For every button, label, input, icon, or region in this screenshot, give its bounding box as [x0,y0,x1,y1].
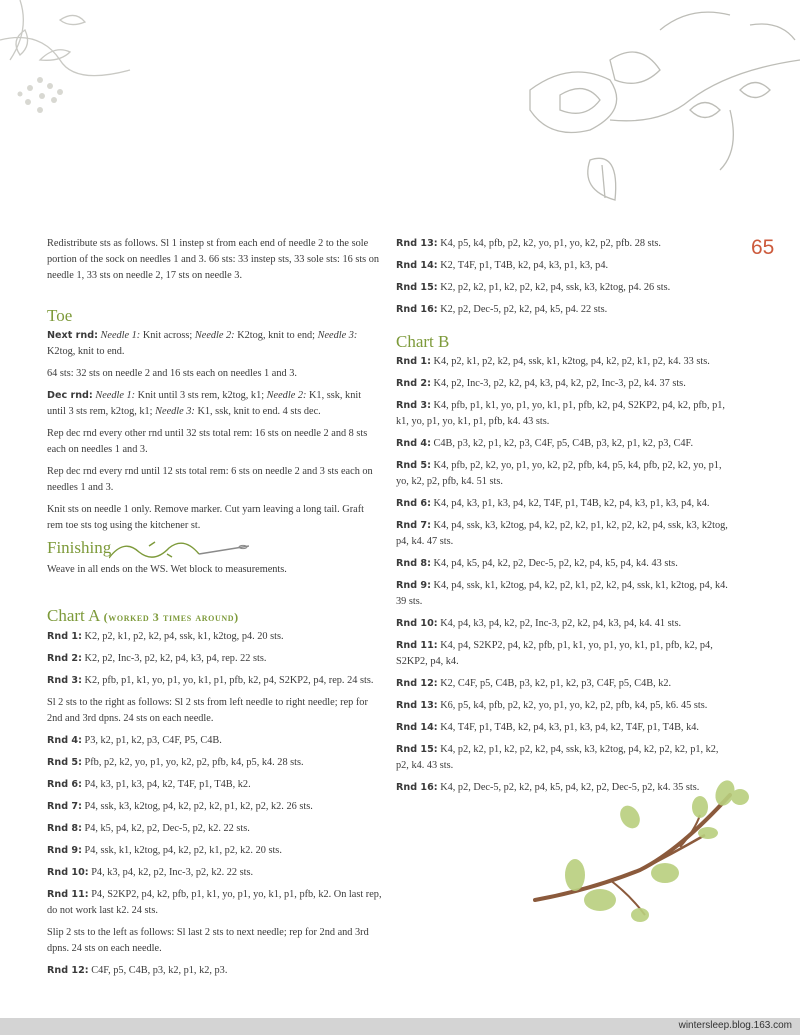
pattern-row: Rnd 10: K4, p4, k3, p4, k2, p2, Inc-3, p2, k2, p4, k3, p4, k4. 41 sts. [396,618,682,629]
pattern-row: Rnd 4: C4B, p3, k2, p1, k2, p3, C4F, p5, C4B, p3, k2, p1, k2, p3, C4F. [396,438,694,449]
footer-watermark: wintersleep.blog.163.com [678,1020,792,1031]
pattern-row: Rnd 10: P4, k3, p4, k2, p2, Inc-3, p2, k2. 22 sts. [47,867,254,878]
toe-dec-rnd: Dec rnd: Needle 1: Knit until 3 sts rem, k2tog, k1; Needle 2: K1, ssk, knit until 3 sts rem, k2tog, k1; Needle 3: K1, ssk, knit to end. 4 sts dec. [47,390,362,417]
toe-knit: Knit sts on needle 1 only. Remove marker. Cut yarn leaving a long tail. Graft rem toe sts tog using the kitchener st. [47,504,365,531]
chart-a-heading: Chart A (worked 3 times around) [47,606,239,625]
chart-a-rows-continued [396,236,732,318]
pattern-row: Rnd 3: K4, pfb, p1, k1, yo, p1, yo, k1, p1, pfb, k2, p4, S2KP2, p4, k2, pfb, p1, k1, yo, p1, yo, k1, p1, pfb, k4. 43 sts. [396,400,725,427]
pattern-row: Slip 2 sts to the left as follows: Sl last 2 sts to next needle; rep for 2nd and 3rd dpns. 24 sts on each needle. [47,927,369,954]
pattern-row: Rnd 2: K4, p2, Inc-3, p2, k2, p4, k3, p4, k2, p2, Inc-3, p2, k4. 37 sts. [396,378,686,389]
toe-64-sts: 64 sts: 32 sts on needle 2 and 16 sts each on needles 1 and 3. [47,368,297,379]
pattern-row: Rnd 9: P4, ssk, k1, k2tog, p4, k2, p2, k1, p2, k2. 20 sts. [47,845,282,856]
finishing-text: Weave in all ends on the WS. Wet block to measurements. [47,564,287,575]
needle-yarn-illustration [109,536,249,564]
pattern-row: Rnd 16: K2, p2, Dec-5, p2, k2, p4, k5, p4. 22 sts. [396,304,608,315]
pattern-row: Rnd 13: K6, p5, k4, pfb, p2, k2, yo, p1, yo, k2, p2, pfb, k4, p5, k6. 45 sts. [396,700,708,711]
chart-b-rows [396,354,732,796]
pattern-row: Rnd 8: K4, p4, k5, p4, k2, p2, Dec-5, p2, k2, p4, k5, p4, k4. 43 sts. [396,558,678,569]
pattern-row: Rnd 6: K4, p4, k3, p1, k3, p4, k2, T4F, p1, T4B, k2, p4, k3, p1, k3, p4, k4. [396,498,710,509]
pattern-row: Rnd 3: K2, pfb, p1, k1, yo, p1, yo, k1, p1, pfb, k2, p4, S2KP2, p4, rep. 24 sts. [47,675,374,686]
pattern-row: Rnd 15: K4, p2, k2, p1, k2, p2, k2, p4, ssk, k3, k2tog, p4, k2, p2, k2, p1, k2, p2, k4. 43 sts. [396,744,719,771]
chart-a-rows [47,629,382,979]
pattern-row: Rnd 14: K4, T4F, p1, T4B, k2, p4, k3, p1, k3, p4, k2, T4F, p1, T4B, k4. [396,722,699,733]
page-number: 65 [751,236,775,259]
toe-rep-2: Rep dec rnd every rnd until 12 sts total rem: 6 sts on needle 2 and 3 sts each on needles 1 and 3. [47,466,373,493]
footer-bar [0,1018,800,1035]
pattern-row: Rnd 5: Pfb, p2, k2, yo, p1, yo, k2, p2, pfb, k4, p5, k4. 28 sts. [47,757,304,768]
pattern-row: Rnd 5: K4, pfb, p2, k2, yo, p1, yo, k2, p2, pfb, k4, p5, k4, pfb, p2, k2, yo, p1, yo, k2, p2, pfb, k4. 51 sts. [396,460,722,487]
pattern-row: Rnd 9: K4, p4, ssk, k1, k2tog, p4, k2, p2, k1, p2, k2, p4, ssk, k1, k2tog, p4, k4. 39 sts. [396,580,728,607]
toe-rep-1: Rep dec rnd every other rnd until 32 sts total rem: 16 sts on needle 2 and 8 sts each on needles 1 and 3. [47,428,368,455]
branch-illustration [530,775,760,925]
pattern-row: Rnd 13: K4, p5, k4, pfb, p2, k2, yo, p1, yo, k2, p2, pfb. 28 sts. [396,238,662,249]
left-column [47,236,382,985]
pattern-row: Rnd 12: K2, C4F, p5, C4B, p3, k2, p1, k2, p3, C4F, p5, C4B, k2. [396,678,672,689]
pattern-row: Rnd 2: K2, p2, Inc-3, p2, k2, p4, k3, p4, rep. 22 sts. [47,653,267,664]
pattern-row: Sl 2 sts to the right as follows: Sl 2 sts from left needle to right needle; rep for 2nd and 3rd dpns. 24 sts on each needle. [47,697,368,724]
pattern-row: Rnd 4: P3, k2, p1, k2, p3, C4F, P5, C4B. [47,735,222,746]
toe-heading: Toe [47,306,73,325]
pattern-row: Rnd 14: K2, T4F, p1, T4B, k2, p4, k3, p1, k3, p4. [396,260,609,271]
pattern-row: Rnd 1: K4, p2, k1, p2, k2, p4, ssk, k1, k2tog, p4, k2, p2, k1, p2, k4. 33 sts. [396,356,710,367]
pattern-row: Rnd 12: C4F, p5, C4B, p3, k2, p1, k2, p3. [47,965,228,976]
floral-sketch-top-right [490,0,800,215]
chart-b-heading: Chart B [396,332,450,351]
pattern-row: Rnd 7: K4, p4, ssk, k3, k2tog, p4, k2, p2, k2, p1, k2, p2, k2, p4, ssk, k3, k2tog, p4, k4. 47 sts. [396,520,728,547]
pattern-row: Rnd 15: K2, p2, k2, p1, k2, p2, k2, p4, ssk, k3, k2tog, p4. 26 sts. [396,282,671,293]
pattern-row: Rnd 6: P4, k3, p1, k3, p4, k2, T4F, p1, T4B, k2. [47,779,251,790]
finishing-heading: Finishing [47,538,112,557]
pattern-row: Rnd 11: P4, S2KP2, p4, k2, pfb, p1, k1, yo, p1, yo, k1, p1, pfb, k2. On last rep, do not work last k2. 24 sts. [47,889,382,916]
intro-paragraph: Redistribute sts as follows. Sl 1 instep st from each end of needle 2 to the sole portion of the sock on needles 1 and 3. 66 sts: 33 instep sts, 33 sole sts: 16 sts on needle 1, 33 sts on needle 2, 17 sts on needle 3. [47,238,380,281]
pattern-row: Rnd 8: P4, k5, p4, k2, p2, Dec-5, p2, k2. 22 sts. [47,823,250,834]
pattern-row: Rnd 1: K2, p2, k1, p2, k2, p4, ssk, k1, k2tog, p4. 20 sts. [47,631,284,642]
floral-sketch-top-left [0,0,150,130]
pattern-row: Rnd 16: K4, p2, Dec-5, p2, k2, p4, k5, p4, k2, p2, Dec-5, p2, k4. 35 sts. [396,782,700,793]
right-column [396,236,732,802]
pattern-row: Rnd 7: P4, ssk, k3, k2tog, p4, k2, p2, k2, p1, k2, p2, k2. 26 sts. [47,801,313,812]
toe-next-rnd: Next rnd: Needle 1: Knit across; Needle 2: K2tog, knit to end; Needle 3: K2tog, knit to end. [47,330,358,357]
pattern-row: Rnd 11: K4, p4, S2KP2, p4, k2, pfb, p1, k1, yo, p1, yo, k1, p1, pfb, k2, p4, S2KP2, p4, k4. [396,640,713,667]
